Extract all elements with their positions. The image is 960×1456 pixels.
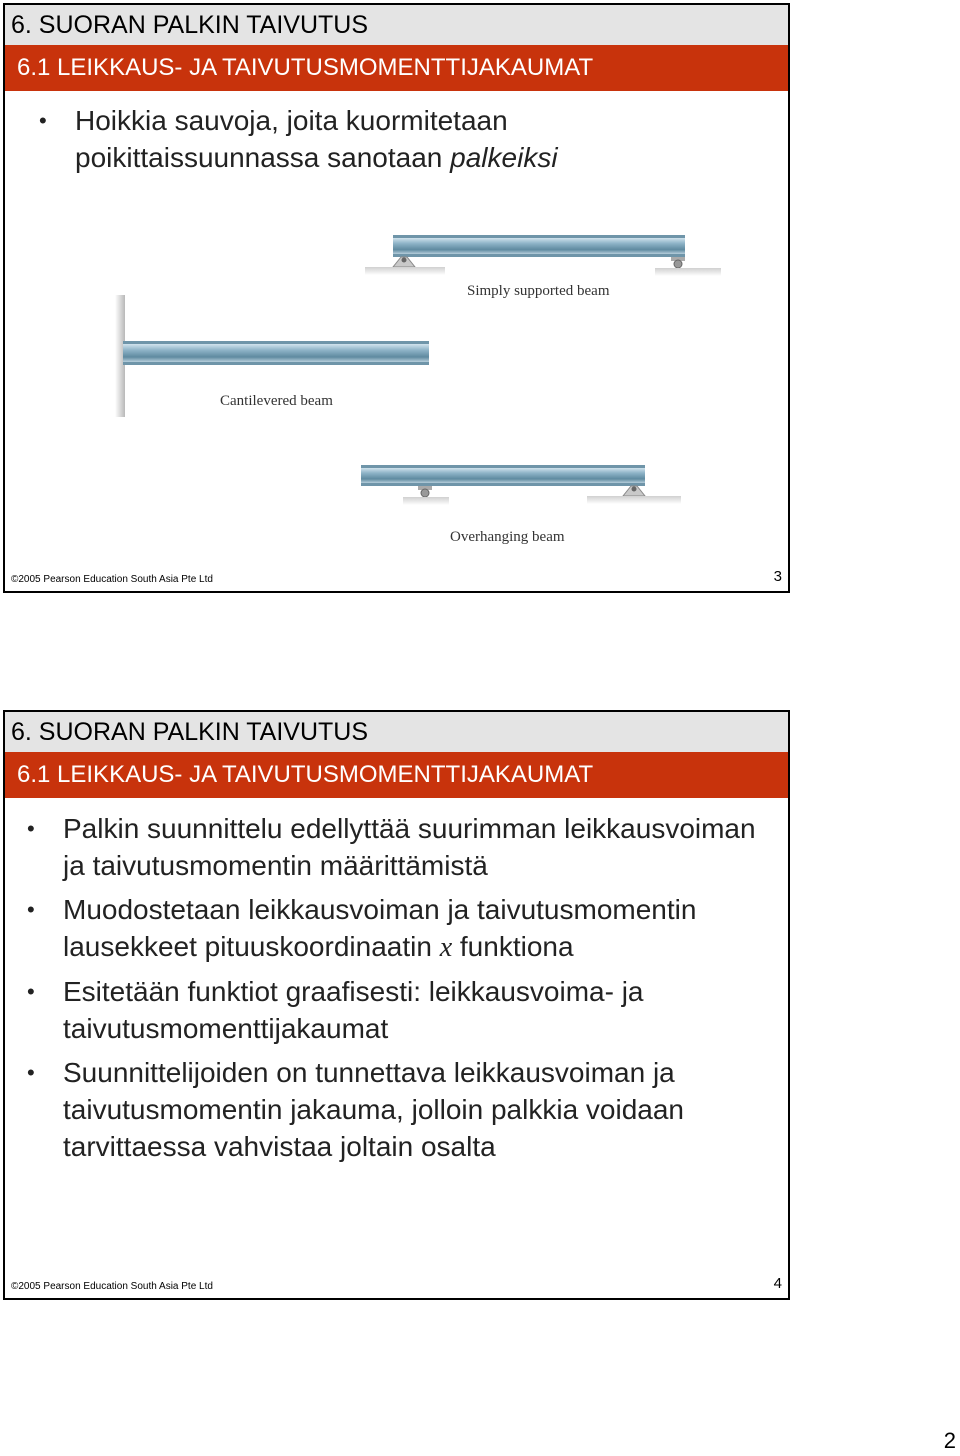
bullet-item xyxy=(63,891,783,966)
document-page-number: 2 xyxy=(943,1428,956,1453)
beam-types-figure xyxy=(5,5,790,593)
slide-subtitle: 6.1 LEIKKAUS- JA TAIVUTUSMOMENTTIJAKAUMAT xyxy=(5,45,788,91)
bullet-text: Hoikkia sauvoja, joita kuormitetaan poikittaissuunnassa sanotaan xyxy=(75,105,508,173)
caption-overhanging: Overhanging beam xyxy=(450,529,565,545)
slide-title: 6. SUORAN PALKIN TAIVUTUS xyxy=(5,712,788,752)
bullet-item: • Palkin suunnittelu edellyttää suurimman leikkausvoiman ja taivutusmomentin määrittämistä xyxy=(63,810,783,884)
bullet-list xyxy=(63,810,783,1172)
caption-cantilevered: Cantilevered beam xyxy=(220,393,333,409)
overhanging-beam xyxy=(361,465,681,545)
slide-subtitle: 6.1 LEIKKAUS- JA TAIVUTUSMOMENTTIJAKAUMAT xyxy=(5,752,788,798)
variable-x: x xyxy=(439,932,453,963)
slide-4 xyxy=(3,710,790,1300)
cantilevered-beam xyxy=(115,295,429,417)
bullet-text: Muodostetaan leikkausvoiman ja taivutusmomentin lausekkeet pituuskoordinaatin xyxy=(63,894,697,962)
bullet-item: • Suunnittelijoiden on tunnettava leikkausvoiman ja taivutusmomentin jakauma, jolloin palkkia voidaan tarvittaessa vahvistaa joltain osalta xyxy=(63,1054,783,1165)
caption-simply-supported: Simply supported beam xyxy=(467,283,610,299)
slide-number: 3 xyxy=(773,568,782,585)
slide-3 xyxy=(3,3,790,593)
copyright-footer: ©2005 Pearson Education South Asia Pte Ltd xyxy=(11,1281,213,1292)
slide-number: 4 xyxy=(773,1275,782,1292)
slide-title: 6. SUORAN PALKIN TAIVUTUS xyxy=(5,5,788,45)
bullet-item: • Esitetään funktiot graafisesti: leikkausvoima- ja taivutusmomenttijakaumat xyxy=(63,973,783,1047)
bullet-text-tail: funktiona xyxy=(452,931,574,962)
bullet-italic-term: palkeiksi xyxy=(450,142,558,173)
copyright-footer: ©2005 Pearson Education South Asia Pte Ltd xyxy=(11,574,213,585)
simply-supported-beam xyxy=(365,235,721,299)
